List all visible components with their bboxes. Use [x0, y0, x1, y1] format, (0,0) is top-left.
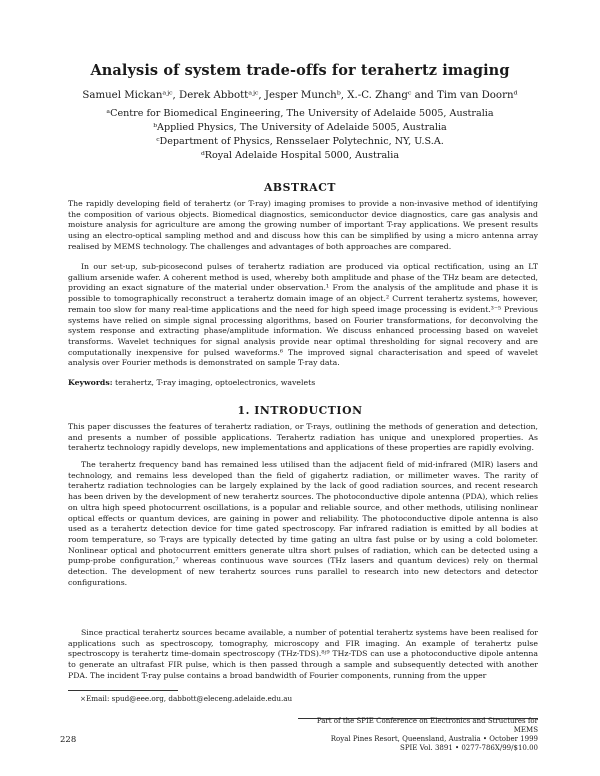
- conference-line-2: Royal Pines Resort, Queensland, Australia • October 1999: [330, 735, 538, 743]
- intro-paragraph-3: Since practical terahertz sources became available, a number of potential terahertz systems have been realised for applications such as spectroscopy, tomography, microscopy and FIR imaging. An example of terahertz pulse spectroscopy is terahertz time-domain spectroscopy (THz-TDS).⁸ʲ⁹ THz-TDS can use a photoconductive dipole antenna to generate an ultrafast FIR pulse, which is then passed through a sample and subsequently detected with another PDA. The incident T-ray pulse contains a broad bandwidth of Fourier components, running from the upper: [68, 628, 538, 680]
- page-number: 228: [60, 735, 77, 745]
- affiliation-d: ᵈRoyal Adelaide Hospital 5000, Australia: [200, 150, 400, 161]
- keywords-text: terahertz, T-ray imaging, optoelectronics, wavelets: [115, 378, 316, 387]
- author-list: Samuel Mickanᵃʲᶜ, Derek Abbottᵃʲᶜ, Jesper Munchᵇ, X.-C. Zhangᶜ and Tim van Doornᵈ: [82, 90, 518, 101]
- abstract-heading: ABSTRACT: [263, 181, 337, 194]
- footnote-divider: [68, 690, 178, 691]
- conference-info: [298, 717, 538, 753]
- abstract-paragraph-2: In our set-up, sub-picosecond pulses of terahertz radiation are produced via optical rectification, using an LT gallium arsenide wafer. A coherent method is used, whereby both amplitude and phase of the THz beam are detected, providing an exact signature of the material under observation.¹ From the analysis of the amplitude and phase it is possible to tomographically reconstruct a terahertz domain image of an object.² Current terahertz systems, however, remain too slow for many real-time applications and the need for high speed image processing is evident.³⁻⁵ Previous systems have relied on simple signal processing algorithms, based on Fourier transformations, for deconvolving the system response and extracting phase/amplitude information. We discuss enhanced processing based on wavelet transforms. Wavelet techniques for signal analysis provide near optimal thresholding for signal recovery and are computationally inexpensive for pulsed waveforms.⁶ The improved signal characterisation and speed of wavelet analysis over Fourier methods is demonstrated on sample T-ray data.: [68, 262, 538, 368]
- keywords-line: [68, 378, 538, 389]
- abstract-paragraph-1: The rapidly developing field of terahertz (or T-ray) imaging promises to provide a non-invasive method of identifying the composition of various objects. Biomedical diagnostics, semiconductor device diagnostics, care gas analysis and moisture analysis for agriculture are among the growing number of important T-ray applications. We present results using an electro-optical sampling method and and discuss how this can be simplified by using a micro antenna array realised by MEMS technology. The challenges and advantages of both approaches are compared.: [68, 199, 538, 251]
- intro-paragraph-1: This paper discusses the features of terahertz radiation, or T-rays, outlining the methods of generation and detection, and presents a number of possible applications. Terahertz radiation has unique and unexplored properties. As terahertz technology rapidly develops, new implementations and applications of these properties are rapidly evolving.: [68, 422, 538, 453]
- intro-paragraph-2: The terahertz frequency band has remained less utilised than the adjacent field of mid-infrared (MIR) lasers and technology, and remains less developed than the field of gigahertz radiation, or millimeter waves. The rarity of terahertz radiation technologies can be largely explained by the lack of good radiation sources, and recent research has been driven by the development of new terahertz sources. The photoconductive dipole antenna (PDA), which relies on ultra high speed photocurrent oscillations, is a popular and reliable source, and other methods, utilising nonlinear optical effects or quantum devices, are gaining in power and reliability. The photoconductive dipole antenna is also used as a terahertz detection device for time gated spectroscopy. Far infrared radiation is emitted by all bodies at room temperature, so T-rays are typically detected by time gating an ultra fast pulse or by using a cold bolometer. Nonlinear optical and photocurrent emitters generate ultra short pulses of radiation, which can be detected using a pump-probe configuration,⁷ whereas continuous wave sources (THz lasers and quantum devices) rely on thermal detection. The development of new terahertz sources runs parallel to research into new detectors and detector configurations.: [68, 460, 538, 587]
- keywords-label: Keywords:: [68, 378, 113, 387]
- paper-title: Analysis of system trade-offs for terahertz imaging: [90, 62, 510, 79]
- conference-line-3: SPIE Vol. 3891 • 0277-786X/99/$10.00: [400, 744, 538, 752]
- affiliation-b: ᵇApplied Physics, The University of Adelaide 5005, Australia: [153, 122, 447, 133]
- conference-line-1: Part of the SPIE Conference on Electronics and Structures for MEMS: [316, 717, 538, 734]
- affiliation-a: ᵃCentre for Biomedical Engineering, The University of Adelaide 5005, Australia: [106, 108, 494, 119]
- affiliation-c: ᶜDepartment of Physics, Rensselaer Polytechnic, NY, U.S.A.: [156, 136, 444, 147]
- introduction-heading: 1. INTRODUCTION: [237, 404, 363, 417]
- footnote-email: ⨯Email: spud@eee.org, dabbott@eleceng.adelaide.edu.au: [80, 694, 293, 703]
